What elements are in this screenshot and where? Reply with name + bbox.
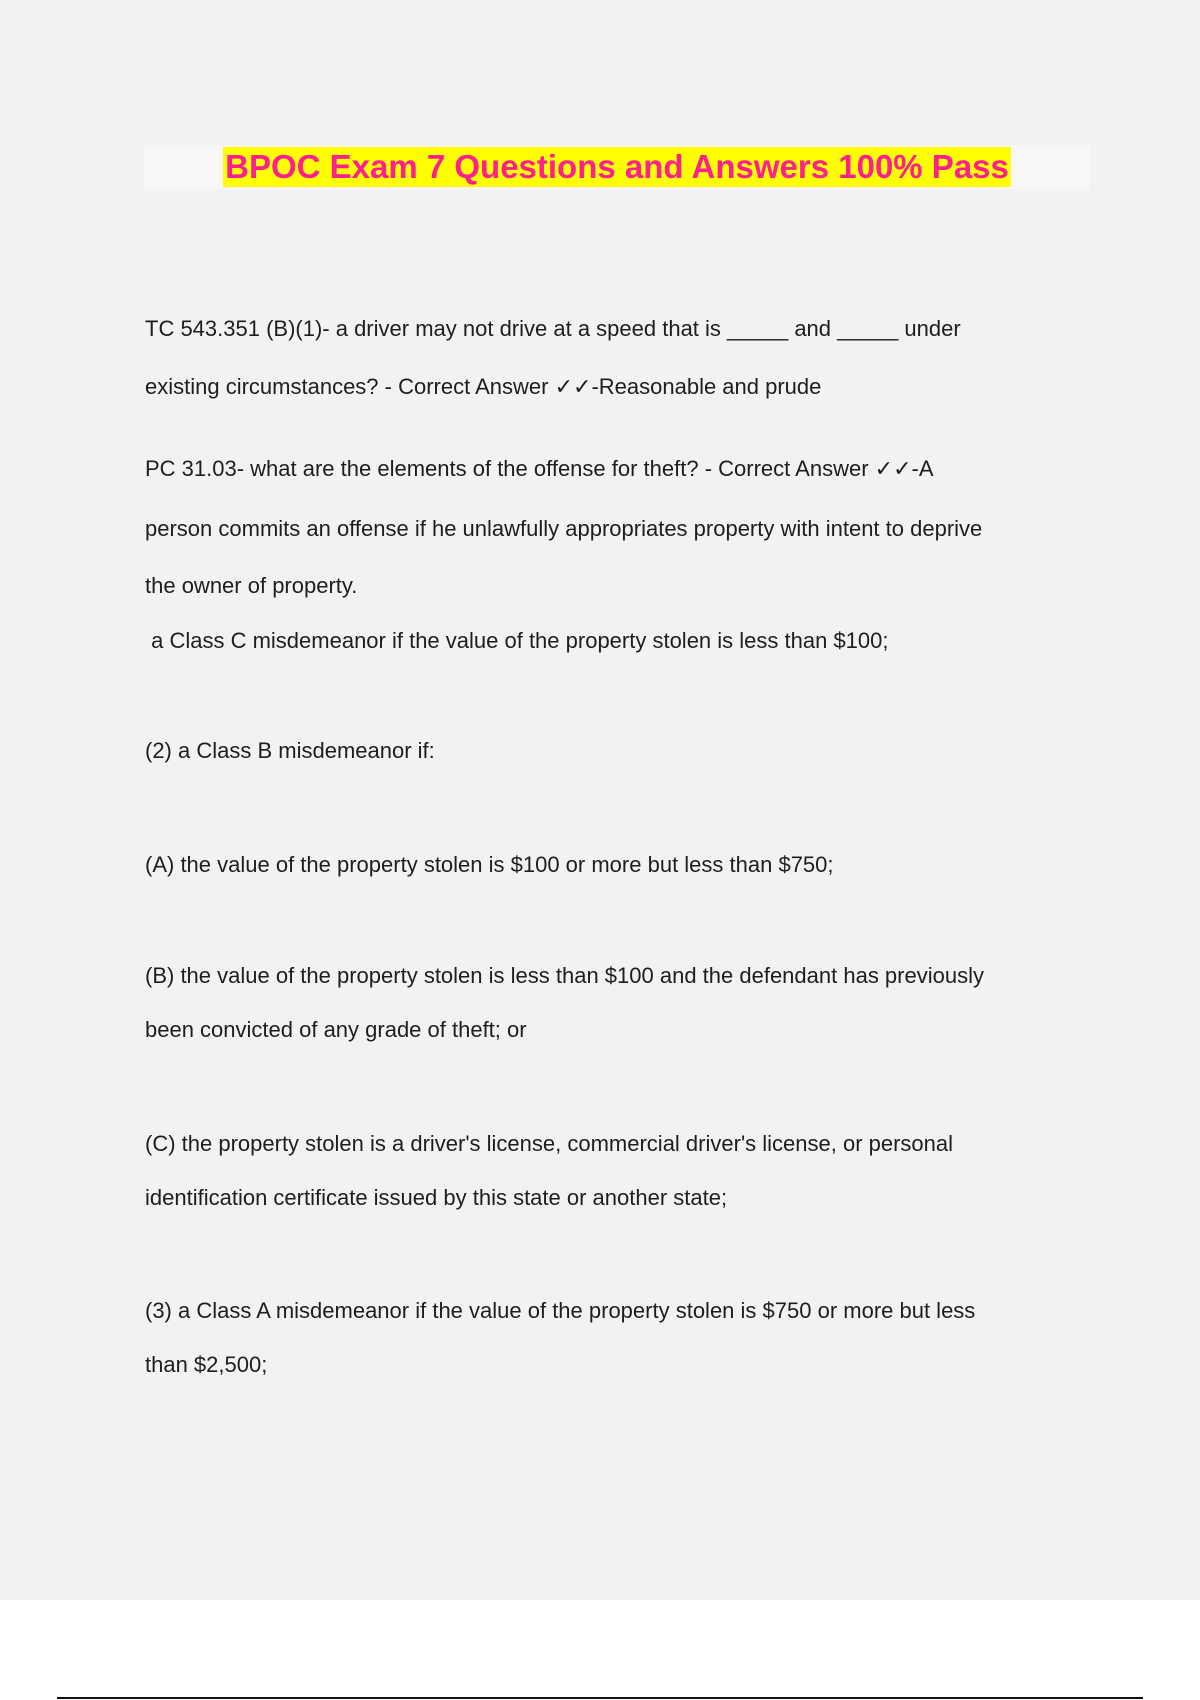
title-band xyxy=(144,145,1090,189)
answer-line-class-a-2: than $2,500; xyxy=(145,1352,268,1377)
footer-rule xyxy=(57,1697,1143,1699)
question-2-line-3: the owner of property. xyxy=(145,573,358,598)
question-2-line-1: PC 31.03- what are the elements of the offense for theft? - Correct Answer ✓✓-A xyxy=(145,456,934,481)
answer-line-class-c: a Class C misdemeanor if the value of the property stolen is less than $100; xyxy=(145,628,889,653)
question-1-line-2: existing circumstances? - Correct Answer ✓✓-Reasonable and prude xyxy=(145,374,822,399)
answer-line-class-a-1: (3) a Class A misdemeanor if the value of the property stolen is $750 or more but less xyxy=(145,1298,976,1323)
answer-line-c-2: identification certificate issued by this state or another state; xyxy=(145,1185,728,1210)
document-title: BPOC Exam 7 Questions and Answers 100% Pass xyxy=(225,148,1009,185)
answer-line-class-b: (2) a Class B misdemeanor if: xyxy=(145,738,435,763)
answer-line-c-1: (C) the property stolen is a driver's license, commercial driver's license, or personal xyxy=(145,1131,954,1156)
answer-line-b-1: (B) the value of the property stolen is less than $100 and the defendant has previously xyxy=(145,963,984,988)
answer-line-a: (A) the value of the property stolen is $100 or more but less than $750; xyxy=(145,852,834,877)
answer-line-b-2: been convicted of any grade of theft; or xyxy=(145,1017,527,1042)
question-1-line-1: TC 543.351 (B)(1)- a driver may not drive at a speed that is _____ and _____ under xyxy=(145,316,961,341)
question-2-line-2: person commits an offense if he unlawfully appropriates property with intent to deprive xyxy=(145,516,983,541)
